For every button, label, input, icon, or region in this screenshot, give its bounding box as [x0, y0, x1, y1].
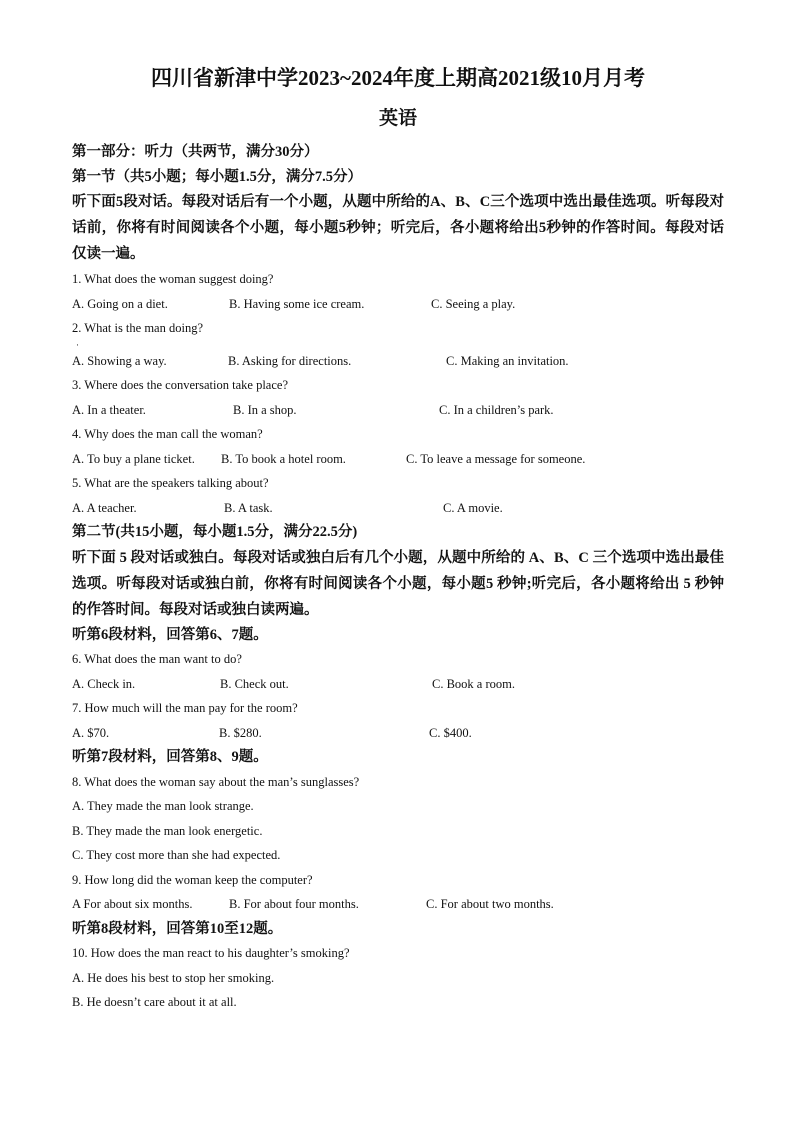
option-b: B. Asking for directions.: [228, 353, 352, 368]
section1-instructions: 听下面5段对话。每段对话后有一个小题，从题中所给的A、B、C三个选项中选出最佳选项。听每段对话前，你将有时间阅读各个小题，每小题5秒钟；听完后，各小题将给出5秒钟的作答时间。每段对话仅读一遍。: [72, 194, 724, 262]
option-b: B. He doesn’t care about it at all.: [72, 995, 237, 1009]
option-c: C. Book a room.: [432, 676, 515, 691]
option-c: C. For about two months.: [426, 897, 554, 911]
option-a: A For about six months.: [72, 897, 193, 911]
option-a: A. He does his best to stop her smoking.: [72, 970, 275, 985]
option-b: B. They made the man look energetic.: [72, 823, 263, 838]
question-stem: 9. How long did the woman keep the computer?: [72, 872, 313, 887]
question-stem: 10. How does the man react to his daughter’s smoking?: [72, 946, 350, 960]
options-row: [72, 721, 724, 746]
section2-heading: 第二节(共15小题，每小题1.5分，满分22.5分): [72, 524, 358, 540]
options-row: [72, 672, 724, 697]
option-c: C. Making an invitation.: [446, 353, 569, 368]
option-a: A. In a theater.: [72, 402, 146, 417]
option-a: A. A teacher.: [72, 500, 137, 515]
question-stem: 4. Why does the man call the woman?: [72, 427, 263, 441]
question-stem: 1. What does the woman suggest doing?: [72, 272, 274, 286]
question-stem: 6. What does the man want to do?: [72, 652, 242, 666]
option-a: A. Going on a diet.: [72, 296, 168, 311]
option-a: A. $70.: [72, 725, 110, 740]
option-a: A. They made the man look strange.: [72, 799, 254, 813]
question-stem: 2. What is the man doing?: [72, 321, 203, 335]
material-heading: 听第7段材料，回答第8、9题。: [72, 749, 268, 765]
material-heading: 听第8段材料，回答第10至12题。: [72, 920, 283, 937]
options-row: [72, 447, 724, 472]
exam-page: [72, 64, 724, 1015]
part1-heading: 第一部分：听力（共两节，满分30分）: [72, 144, 319, 160]
options-row: [72, 292, 724, 317]
exam-subject: 英语: [378, 108, 417, 129]
options-row: [72, 496, 724, 521]
options-row: [72, 892, 724, 917]
question-stem: 8. What does the woman say about the man’s sunglasses?: [72, 774, 360, 789]
exam-title: 四川省新津中学2023~2024年度上期高2021级10月月考: [151, 66, 645, 90]
option-b: B. $280.: [219, 725, 262, 740]
option-b: B. A task.: [224, 500, 273, 515]
option-c: C. Seeing a play.: [431, 296, 516, 311]
option-a: A. Check in.: [72, 676, 136, 691]
option-a: A. To buy a plane ticket.: [72, 451, 195, 466]
option-c: C. To leave a message for someone.: [406, 451, 586, 466]
option-c: C. A movie.: [443, 500, 503, 515]
options-row: [72, 398, 724, 423]
option-c: C. $400.: [429, 725, 472, 740]
stray-dot: ·: [76, 339, 79, 350]
option-b: B. To book a hotel room.: [221, 451, 346, 466]
option-c: C. In a children’s park.: [439, 402, 554, 417]
option-c: C. They cost more than she had expected.: [72, 848, 281, 862]
option-b: B. For about four months.: [229, 897, 359, 911]
question-stem: 7. How much will the man pay for the room?: [72, 701, 298, 715]
section1-heading: 第一节（共5小题；每小题1.5分，满分7.5分）: [72, 168, 362, 185]
section2-instructions: 听下面 5 段对话或独白。每段对话或独白后有几个小题，从题中所给的 A、B、C 三个选项中选出最佳选项。听每段对话或独白前，你将有时间阅读各个小题，每小题5 秒钟;听完后，各小题将给出 5 秒钟的作答时间。每段对话或独白读两遍。: [72, 549, 724, 618]
option-b: B. Check out.: [220, 676, 289, 691]
question-stem: 5. What are the speakers talking about?: [72, 476, 269, 490]
option-a: A. Showing a way.: [72, 353, 167, 368]
option-b: B. In a shop.: [233, 402, 297, 417]
material-heading: 听第6段材料，回答第6、7题。: [72, 626, 268, 643]
options-row: [72, 349, 724, 374]
option-b: B. Having some ice cream.: [229, 296, 365, 311]
question-stem: 3. Where does the conversation take place?: [72, 378, 288, 392]
